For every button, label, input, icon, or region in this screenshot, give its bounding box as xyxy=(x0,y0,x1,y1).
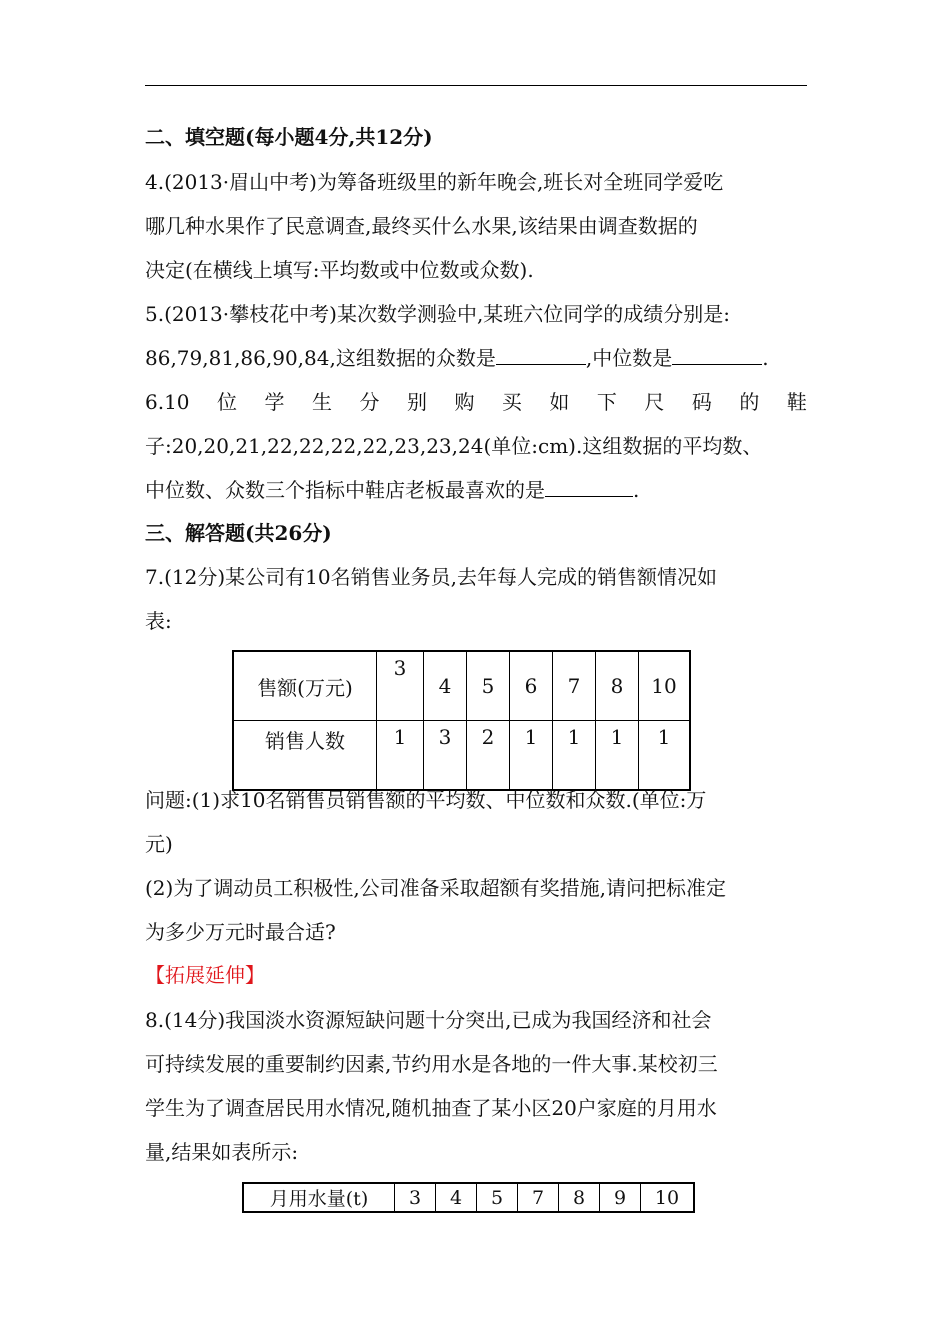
table-cell: 1 xyxy=(553,721,596,791)
q6-word: 6.10 xyxy=(145,390,190,414)
table-cell: 7 xyxy=(518,1183,559,1212)
table-cell: 4 xyxy=(436,1183,477,1212)
answer-blank-mode[interactable] xyxy=(496,344,586,365)
table-row-label: 销售人数 xyxy=(233,721,377,791)
q7-sub2-line-2: 为多少万元时最合适? xyxy=(145,920,336,944)
q5-line-1: 5.(2013·攀枝花中考)某次数学测验中,某班六位同学的成绩分别是: xyxy=(145,302,731,326)
q7-sub1-line-1: 问题:(1)求10名销售员销售额的平均数、中位数和众数.(单位:万 xyxy=(145,788,707,812)
q4-line-3: 决定(在横线上填写:平均数或中位数或众数). xyxy=(145,258,534,282)
q6-word: 如 xyxy=(549,390,570,414)
table-cell: 2 xyxy=(467,721,510,791)
q8-line-1: 8.(14分)我国淡水资源短缺问题十分突出,已成为我国经济和社会 xyxy=(145,1008,712,1032)
q6-word: 买 xyxy=(501,390,522,414)
table-cell: 5 xyxy=(477,1183,518,1212)
sales-table xyxy=(232,650,691,791)
q6-line-3 xyxy=(145,476,639,504)
q5-text-b: ,中位数是 xyxy=(585,346,673,370)
q5-line-2 xyxy=(145,344,769,372)
q5-text-a: 86,79,81,86,90,84,这组数据的众数是 xyxy=(145,346,496,370)
table-cell: 4 xyxy=(424,651,467,721)
q6-word: 别 xyxy=(406,390,427,414)
q6-word: 下 xyxy=(596,390,617,414)
section2-heading: 二、填空题(每小题4分,共12分) xyxy=(145,125,433,149)
q6-word: 尺 xyxy=(644,390,665,414)
q6-word: 位 xyxy=(217,390,238,414)
q6-text-a: 中位数、众数三个指标中鞋店老板最喜欢的是 xyxy=(145,478,545,502)
answer-blank-median[interactable] xyxy=(672,344,762,365)
q6-word: 生 xyxy=(311,390,332,414)
table-cell: 8 xyxy=(596,651,639,721)
table-cell: 1 xyxy=(596,721,639,791)
table-row xyxy=(233,721,690,791)
section3-heading: 三、解答题(共26分) xyxy=(145,521,332,545)
table-cell: 10 xyxy=(641,1183,695,1212)
q7-line-1: 7.(12分)某公司有10名销售业务员,去年每人完成的销售额情况如 xyxy=(145,565,717,589)
extension-label: 【拓展延伸】 xyxy=(145,963,265,987)
q7-line-2: 表: xyxy=(145,609,172,633)
q6-word: 购 xyxy=(454,390,475,414)
table-cell: 9 xyxy=(600,1183,641,1212)
answer-blank-best-stat[interactable] xyxy=(545,476,633,497)
table-cell: 1 xyxy=(510,721,553,791)
q6-text-b: . xyxy=(633,478,640,502)
q6-word: 鞋 xyxy=(786,390,807,414)
table-cell: 3 xyxy=(377,651,424,721)
q6-word: 学 xyxy=(264,390,285,414)
q5-text-c: . xyxy=(762,346,769,370)
q6-word: 码 xyxy=(691,390,712,414)
table-row xyxy=(243,1183,694,1212)
q7-sub2-line-1: (2)为了调动员工积极性,公司准备采取超额有奖措施,请问把标准定 xyxy=(145,876,727,900)
table-cell: 3 xyxy=(424,721,467,791)
table-cell: 1 xyxy=(377,721,424,791)
water-usage-table xyxy=(242,1182,695,1213)
header-rule xyxy=(145,85,807,86)
q8-line-3: 学生为了调查居民用水情况,随机抽查了某小区20户家庭的月用水 xyxy=(145,1096,717,1120)
table-cell: 8 xyxy=(559,1183,600,1212)
table-cell: 3 xyxy=(395,1183,436,1212)
q4-line-2: 哪几种水果作了民意调查,最终买什么水果,该结果由调查数据的 xyxy=(145,214,698,238)
table-cell: 1 xyxy=(639,721,691,791)
table-cell: 5 xyxy=(467,651,510,721)
q6-word: 分 xyxy=(359,390,380,414)
q4-line-1: 4.(2013·眉山中考)为筹备班级里的新年晚会,班长对全班同学爱吃 xyxy=(145,170,724,194)
table-row xyxy=(233,651,690,721)
q8-line-4: 量,结果如表所示: xyxy=(145,1140,299,1164)
table-cell: 6 xyxy=(510,651,553,721)
q8-line-2: 可持续发展的重要制约因素,节约用水是各地的一件大事.某校初三 xyxy=(145,1052,718,1076)
table-cell: 10 xyxy=(639,651,691,721)
q6-line-1 xyxy=(145,388,807,416)
table-header-label: 月用水量(t) xyxy=(243,1183,395,1212)
q6-line-2: 子:20,20,21,22,22,22,22,23,23,24(单位:cm).这组数据的平均数、 xyxy=(145,434,763,458)
q6-word: 的 xyxy=(739,390,760,414)
table-header-label: 售额(万元) xyxy=(233,651,377,721)
table-cell: 7 xyxy=(553,651,596,721)
q7-sub1-line-2: 元) xyxy=(145,832,173,856)
